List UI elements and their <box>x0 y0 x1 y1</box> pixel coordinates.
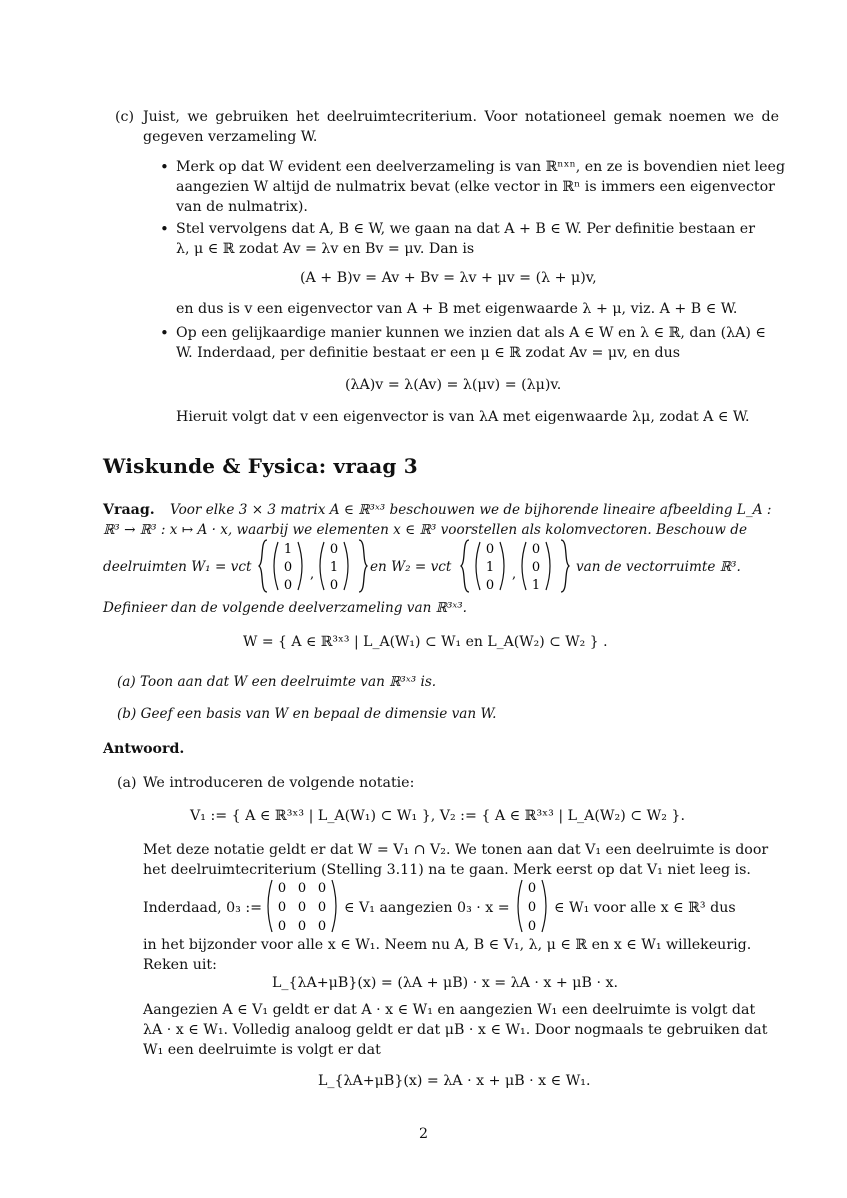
svg-text:,: , <box>310 567 315 582</box>
w2-vec2-entry: 0 <box>531 560 541 575</box>
question-line3-part2: en W₂ = vct <box>370 559 452 575</box>
answer-a-line7: Aangezien A ∈ V₁ geldt er dat A · x ∈ W₁ en aangezien W₁ een deelruimte is volgt dat <box>143 1002 756 1018</box>
answer-a-line4-part1: Inderdaad, 0₃ := <box>143 900 262 916</box>
bullet2-equation: (A + B)v = Av + Bv = λv + μv = (λ + μ)v, <box>300 270 597 286</box>
zero-matrix-entry: 0 <box>277 900 287 915</box>
zero-matrix-entry: 0 <box>277 881 287 896</box>
zero-vector-entry: 0 <box>527 900 537 915</box>
answer-label: Antwoord. <box>103 741 185 757</box>
section-c-intro-line2: gegeven verzameling W. <box>143 129 318 145</box>
question-a: (a) Toon aan dat W een deelruimte van ℝ³ˣ³ is. <box>117 674 437 690</box>
zero-vector <box>514 877 550 935</box>
bullet1-line3: van de nulmatrix). <box>176 199 308 215</box>
answer-a-line4-part2: ∈ V₁ aangezien 0₃ · x = <box>344 900 510 916</box>
zero-matrix <box>264 877 340 935</box>
question-line1: Voor elke 3 × 3 matrix A ∈ ℝ³ˣ³ beschouwen we de bijhorende lineaire afbeelding L_A : <box>170 502 772 518</box>
question-line3-part1: deelruimten W₁ = vct <box>103 559 252 575</box>
answer-a-label: (a) <box>117 775 137 791</box>
question-label: Vraag. <box>103 502 155 518</box>
answer-a-line4-part3: ∈ W₁ voor alle x ∈ ℝ³ dus <box>554 900 736 916</box>
zero-vector-entry: 0 <box>527 919 537 934</box>
bullet-dot: • <box>160 324 169 342</box>
w1-vec1-entry: 0 <box>283 578 293 593</box>
zero-matrix-entry: 0 <box>277 919 287 934</box>
w2-vec1-entry: 0 <box>485 542 495 557</box>
bullet-dot: • <box>160 220 169 238</box>
w2-vectors <box>460 538 570 594</box>
w1-vec2-entry: 0 <box>329 542 339 557</box>
answer-a-line9: W₁ een deelruimte is volgt er dat <box>143 1042 381 1058</box>
svg-text:,: , <box>512 567 517 582</box>
bullet-dot: • <box>160 158 169 176</box>
bullet3-line2: W. Inderdaad, per definitie bestaat er een μ ∈ ℝ zodat Av = μv, en dus <box>176 345 680 361</box>
answer-a-line5: in het bijzonder voor alle x ∈ W₁. Neem nu A, B ∈ V₁, λ, μ ∈ ℝ en x ∈ W₁ willekeurig. <box>143 937 752 953</box>
answer-a-line8: λA · x ∈ W₁. Volledig analoog geldt er dat μB · x ∈ W₁. Door nogmaals te gebruiken dat <box>143 1022 768 1038</box>
zero-matrix-entry: 0 <box>297 900 307 915</box>
bullet3-equation: (λA)v = λ(Av) = λ(μv) = (λμ)v. <box>345 377 562 393</box>
answer-a-line1: We introduceren de volgende notatie: <box>143 775 415 791</box>
page-number: 2 <box>418 1126 429 1142</box>
w2-vec1-entry: 1 <box>485 560 495 575</box>
definition-equation: W = { A ∈ ℝ³ˣ³ | L_A(W₁) ⊂ W₁ en L_A(W₂) ⊂ W₂ } . <box>243 634 608 650</box>
w2-vec1-entry: 0 <box>485 578 495 593</box>
bullet1-line2: aangezien W altijd de nulmatrix bevat (elke vector in ℝⁿ is immers een eigenvector <box>176 179 775 195</box>
zero-vector-entry: 0 <box>527 881 537 896</box>
bullet3-line1: Op een gelijkaardige manier kunnen we inzien dat als A ∈ W en λ ∈ ℝ, dan (λA) ∈ <box>176 325 766 341</box>
question-line4: Definieer dan de volgende deelverzameling van ℝ³ˣ³. <box>103 600 467 616</box>
w1-vec2-entry: 1 <box>329 560 339 575</box>
answer-equation2: L_{λA+μB}(x) = λA · x + μB · x ∈ W₁. <box>318 1073 591 1089</box>
answer-equation1: L_{λA+μB}(x) = (λA + μB) · x = λA · x + μB · x. <box>272 975 618 991</box>
zero-matrix-entry: 0 <box>317 919 327 934</box>
w2-vec2-entry: 0 <box>531 542 541 557</box>
section-c-label: (c) <box>115 109 135 125</box>
question-line2: ℝ³ → ℝ³ : x ↦ A · x, waarbij we elementen x ∈ ℝ³ voorstellen als kolomvectoren. Beschouw de <box>103 522 747 538</box>
section-heading: Wiskunde & Fysica: vraag 3 <box>103 454 418 478</box>
notation-equation: V₁ := { A ∈ ℝ³ˣ³ | L_A(W₁) ⊂ W₁ }, V₂ := { A ∈ ℝ³ˣ³ | L_A(W₂) ⊂ W₂ }. <box>190 808 685 824</box>
bullet2-line2: λ, μ ∈ ℝ zodat Av = λv en Bv = μv. Dan is <box>176 241 475 257</box>
zero-matrix-entry: 0 <box>317 900 327 915</box>
answer-a-line3: het deelruimtecriterium (Stelling 3.11) na te gaan. Merk eerst op dat V₁ niet leeg is. <box>143 862 751 878</box>
answer-a-line2: Met deze notatie geldt er dat W = V₁ ∩ V₂. We tonen aan dat V₁ een deelruimte is door <box>143 842 769 858</box>
bullet1-line1: Merk op dat W evident een deelverzameling is van ℝⁿˣⁿ, en ze is bovendien niet leeg <box>176 159 786 175</box>
answer-a-line6: Reken uit: <box>143 957 217 973</box>
w1-vec1-entry: 0 <box>283 560 293 575</box>
question-line3-part3: van de vectorruimte ℝ³. <box>576 559 741 575</box>
w1-vec2-entry: 0 <box>329 578 339 593</box>
question-b: (b) Geef een basis van W en bepaal de dimensie van W. <box>117 706 497 722</box>
w2-vec2-entry: 1 <box>531 578 541 593</box>
zero-matrix-entry: 0 <box>317 881 327 896</box>
zero-matrix-entry: 0 <box>297 881 307 896</box>
w1-vec1-entry: 1 <box>283 542 293 557</box>
section-c-intro-line1: Juist, we gebruiken het deelruimtecriterium. Voor notationeel gemak noemen we de <box>143 109 780 125</box>
bullet3-line3: Hieruit volgt dat v een eigenvector is van λA met eigenwaarde λμ, zodat A ∈ W. <box>176 409 750 425</box>
w1-vectors <box>258 538 368 594</box>
bullet2-line1: Stel vervolgens dat A, B ∈ W, we gaan na dat A + B ∈ W. Per definitie bestaan er <box>176 221 755 237</box>
zero-matrix-entry: 0 <box>297 919 307 934</box>
bullet2-line3: en dus is v een eigenvector van A + B met eigenwaarde λ + μ, viz. A + B ∈ W. <box>176 301 738 317</box>
